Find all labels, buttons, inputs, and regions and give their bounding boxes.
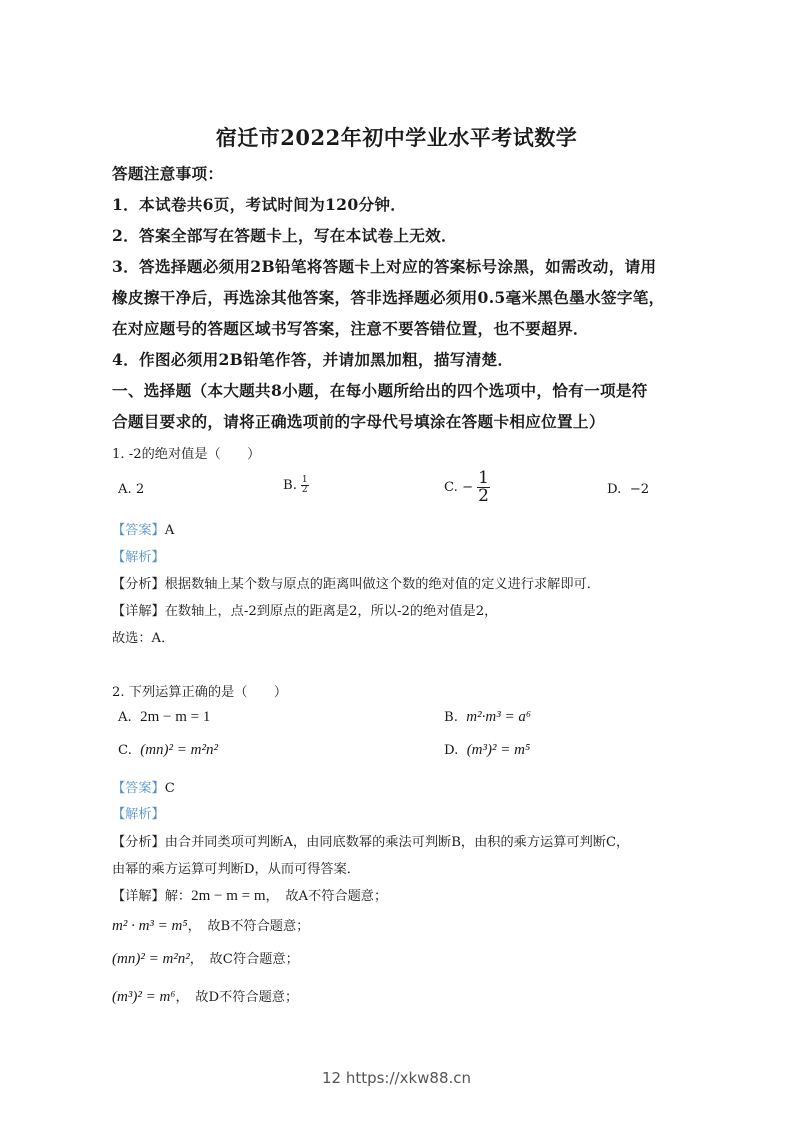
step-prefix: 解： <box>164 889 192 904</box>
answer-value: A <box>164 523 175 538</box>
xiangjie-line <box>112 600 497 619</box>
math-expression: (m³)² = m⁵ <box>466 742 531 758</box>
q2-option-d <box>444 742 530 759</box>
page-title: 宿迁市2022年初中学业水平考试数学 <box>215 125 578 150</box>
fraction <box>301 476 309 495</box>
math-expression: m²·m³ = a⁶ <box>466 709 532 725</box>
q2-option-b <box>444 709 531 726</box>
option-label: C. <box>444 480 458 495</box>
answer-value: C <box>164 781 175 796</box>
solution-step <box>112 915 309 935</box>
minus-sign: − <box>462 480 474 495</box>
option-label: A. <box>118 710 132 725</box>
numerator: 1 <box>478 468 489 488</box>
conclusion: 故选：A． <box>112 631 175 646</box>
option-label: B. <box>283 478 297 493</box>
option-label: A. <box>118 482 132 497</box>
fraction <box>477 470 490 505</box>
denominator: 2 <box>301 485 308 495</box>
q1-option-b <box>283 476 309 495</box>
answer-line <box>112 519 174 538</box>
notice-item: 3．答选择题必须用2B铅笔将答题卡上对应的答案标号涂黑，如需改动，请用 <box>112 257 657 276</box>
page-footer: 12 https://xkw88.cn <box>321 1069 472 1087</box>
xiangjie-tag: 【详解】 <box>112 604 165 619</box>
section-heading: 合题目要求的，请将正确选项前的字母代号填涂在答题卡相应位置上） <box>112 412 605 431</box>
step-note: ， 故D不符合题意； <box>175 990 299 1005</box>
step-note: ， 故C符合题意； <box>189 952 299 967</box>
section-heading: 一、选择题（本大题共8小题，在每小题所给出的四个选项中，恰有一项是符 <box>112 381 648 400</box>
notice-heading: 答题注意事项： <box>112 164 224 183</box>
q2-option-c <box>118 742 218 759</box>
question-2-stem: 2. 下列运算正确的是（ ） <box>112 685 288 700</box>
option-label: D. <box>444 743 459 758</box>
question-1-stem: 1. -2的绝对值是（ ） <box>112 447 261 462</box>
option-label: D. <box>607 482 622 497</box>
math-expression: (m³)² = m⁶ <box>112 989 176 1005</box>
solution-step <box>112 885 387 905</box>
fenxi-tag: 【分析】 <box>112 577 165 592</box>
numerator: 1 <box>301 475 308 485</box>
fenxi-line: 由幂的乘方运算可判断D，从而可得答案． <box>112 862 360 877</box>
notice-item: 4．作图必须用2B铅笔作答，并请加黑加粗，描写清楚． <box>112 350 514 369</box>
answer-line <box>112 777 175 796</box>
analysis-tag: 【解析】 <box>112 550 165 565</box>
q1-option-d <box>607 482 649 497</box>
step-note: ， 故A不符合题意； <box>265 889 388 904</box>
answer-tag: 【答案】 <box>112 781 165 796</box>
fenxi-text: 由合并同类项可判断A，由同底数幂的乘法可判断B，由积的乘方运算可判断C， <box>164 835 630 850</box>
q2-option-a <box>118 709 210 726</box>
notice-item: 2．答案全部写在答题卡上，写在本试卷上无效． <box>112 226 457 245</box>
denominator: 2 <box>478 486 489 506</box>
math-expression: (mn)² = m²n² <box>112 951 190 967</box>
fenxi-line <box>112 573 600 592</box>
fenxi-line <box>112 831 629 850</box>
answer-tag: 【答案】 <box>112 523 165 538</box>
fenxi-text: 根据数轴上某个数与原点的距离叫做这个数的绝对值的定义进行求解即可． <box>164 577 600 592</box>
xiangjie-tag: 【详解】 <box>112 889 165 904</box>
solution-step <box>112 948 299 968</box>
math-expression: m² · m³ = m⁵ <box>112 918 188 934</box>
notice-item: 橡皮擦干净后，再选涂其他答案，答非选择题必须用0.5毫米黑色墨水签字笔， <box>112 288 665 307</box>
math-expression: 2m − m = 1 <box>140 709 211 725</box>
analysis-tag: 【解析】 <box>112 807 165 822</box>
solution-step <box>112 986 298 1006</box>
option-value: 2 <box>135 482 145 497</box>
option-label: C. <box>118 743 132 758</box>
math-expression: 2m − m = m <box>191 888 266 904</box>
xiangjie-text: 在数轴上，点-2到原点的距离是2，所以-2的绝对值是2， <box>164 604 498 619</box>
q1-option-a <box>118 482 144 497</box>
option-value: −2 <box>629 482 650 497</box>
notice-item: 在对应题号的答题区域书写答案，注意不要答错位置，也不要超界． <box>112 319 589 338</box>
step-note: ， 故B不符合题意； <box>187 919 310 934</box>
q1-option-c <box>444 470 490 505</box>
fenxi-tag: 【分析】 <box>112 835 165 850</box>
math-expression: (mn)² = m²n² <box>140 742 218 758</box>
option-label: B. <box>444 710 458 725</box>
notice-item: 1．本试卷共6页，考试时间为120分钟． <box>112 195 407 214</box>
